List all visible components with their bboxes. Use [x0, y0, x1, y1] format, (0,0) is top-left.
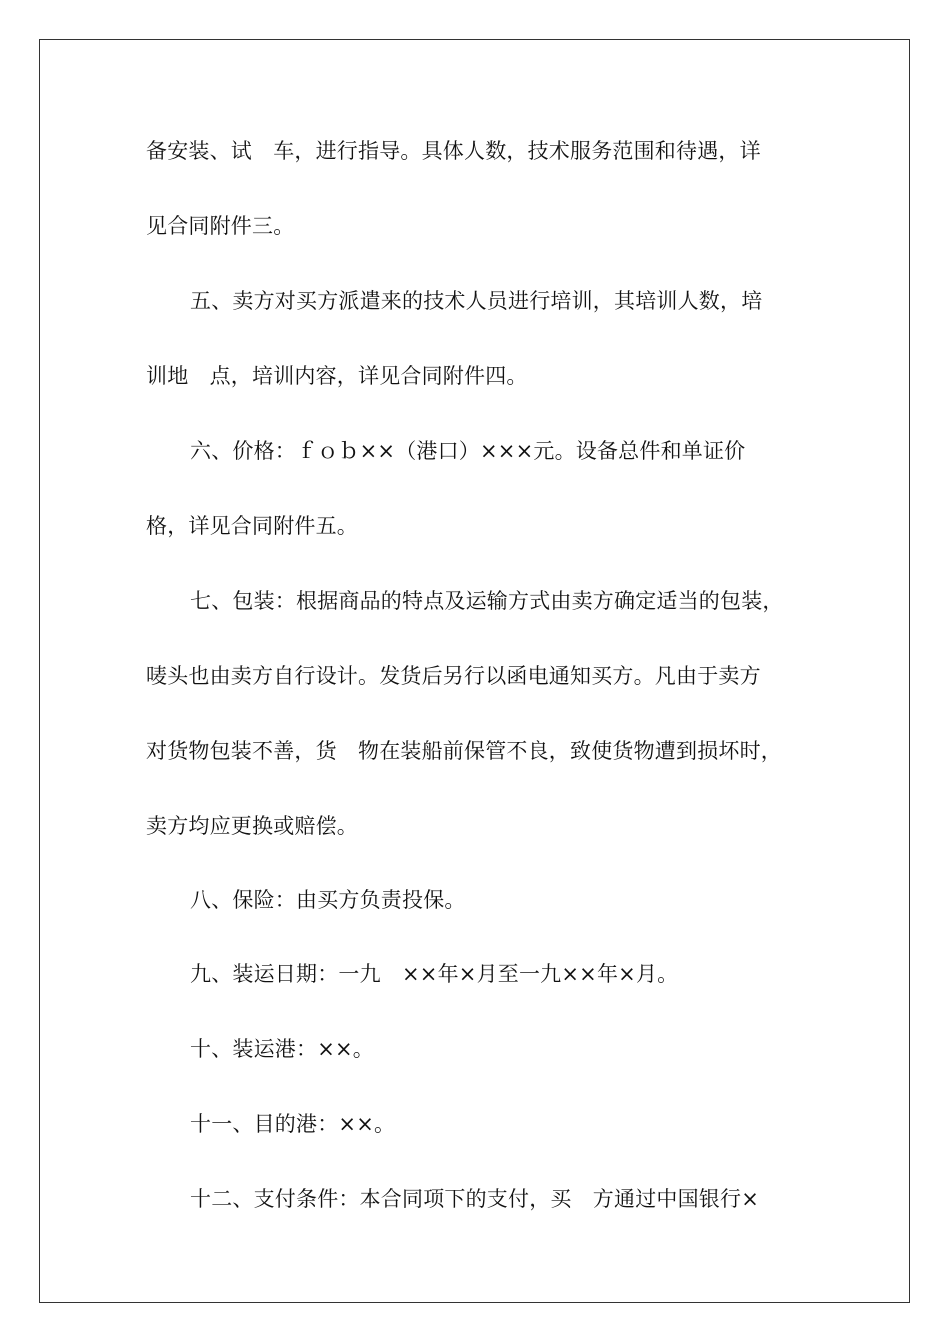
text-line: 格，详见合同附件五。: [146, 514, 358, 538]
paragraph-12-start: 十二、支付条件：本合同项下的支付，买 方通过中国银行×: [190, 1187, 759, 1211]
text-line: 见合同附件三。: [146, 214, 295, 238]
text-line: 对货物包装不善，货 物在装船前保管不良，致使货物遭到损坏时，: [146, 739, 782, 763]
paragraph-9: 九、装运日期：一九 ××年×月至一九××年×月。: [190, 962, 679, 986]
text-line: 唛头也由卖方自行设计。发货后另行以函电通知买方。凡由于卖方: [146, 664, 761, 688]
paragraph-10: 十、装运港：××。: [190, 1037, 374, 1061]
text-line: 备安装、试 车，进行指导。具体人数，技术服务范围和待遇，详: [146, 139, 761, 163]
text-line: 训地 点，培训内容，详见合同附件四。: [146, 364, 528, 388]
paragraph-8: 八、保险：由买方负责投保。: [190, 888, 466, 912]
text-line: 卖方均应更换或赔偿。: [146, 814, 358, 838]
paragraph-7-start: 七、包装：根据商品的特点及运输方式由卖方确定适当的包装，: [190, 589, 784, 613]
paragraph-5-start: 五、卖方对买方派遣来的技术人员进行培训，其培训人数，培: [190, 289, 763, 313]
paragraph-6-start: 六、价格：ｆｏｂ××（港口）×××元。设备总件和单证价: [190, 439, 746, 463]
paragraph-11: 十一、目的港：××。: [190, 1112, 396, 1136]
